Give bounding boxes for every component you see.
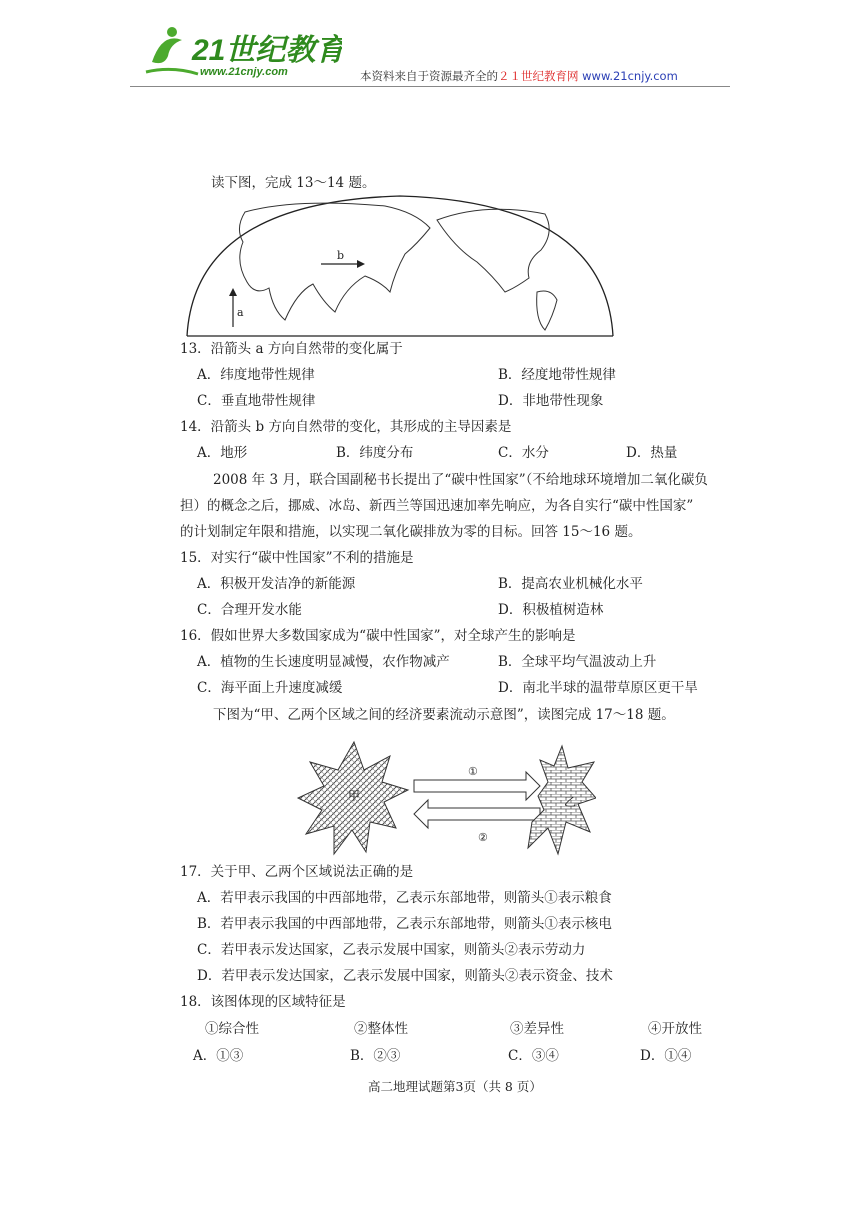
header-note-url[interactable]: www.21cnjy.com <box>582 69 678 83</box>
passage-line-1: 2008 年 3 月，联合国副秘书长提出了“碳中性国家”（不给地球环境增加二氧化碳负 <box>213 472 708 488</box>
q17-stem: 17．关于甲、乙两个区域说法正确的是 <box>180 864 414 880</box>
region-yi-label: 乙 <box>564 795 577 809</box>
page-footer: 高二地理试题第3页（共 8 页） <box>368 1079 542 1094</box>
q18-option-c: C．③④ <box>508 1048 559 1064</box>
q17-option-d: D．若甲表示发达国家，乙表示发展中国家，则箭头②表示资金、技术 <box>197 968 613 984</box>
q17-option-c: C．若甲表示发达国家，乙表示发展中国家，则箭头②表示劳动力 <box>197 942 586 958</box>
q18-option-a: A．①③ <box>193 1048 244 1064</box>
q18-item-2: ②整体性 <box>354 1021 408 1037</box>
flow-intro: 下图为“甲、乙两个区域之间的经济要素流动示意图”，读图完成 17～18 题。 <box>213 707 675 723</box>
q15-option-b: B．提高农业机械化水平 <box>498 576 643 592</box>
flow-diagram <box>296 740 596 858</box>
q14-option-a: A．地形 <box>197 445 248 461</box>
q15-option-c: C．合理开发水能 <box>197 602 302 618</box>
q16-stem: 16．假如世界大多数国家成为“碳中性国家”，对全球产生的影响是 <box>180 628 576 644</box>
logo-text: 21世纪教育 <box>192 34 342 67</box>
q14-stem: 14．沿箭头 b 方向自然带的变化，其形成的主导因素是 <box>180 419 512 435</box>
q16-option-d: D．南北半球的温带草原区更干旱 <box>498 680 698 696</box>
q15-option-a: A．积极开发洁净的新能源 <box>197 576 356 592</box>
site-logo <box>142 22 342 80</box>
q18-option-b: B．②③ <box>350 1048 401 1064</box>
logo-url: www.21cnjy.com <box>200 66 288 78</box>
q14-option-b: B．纬度分布 <box>336 445 414 461</box>
header-note <box>360 68 678 84</box>
q16-option-c: C．海平面上升速度减缓 <box>197 680 343 696</box>
q18-item-4: ④开放性 <box>648 1021 702 1037</box>
q18-stem: 18．该图体现的区域特征是 <box>180 994 346 1010</box>
arrow-a-label: a <box>237 306 244 319</box>
header-divider <box>130 86 730 87</box>
header-note-prefix: 本资料来自于资源最齐全的 <box>360 69 498 83</box>
q17-option-b: B．若甲表示我国的中西部地带，乙表示东部地带，则箭头①表示核电 <box>197 916 612 932</box>
header-note-brand: ２１世纪教育网 <box>498 69 579 83</box>
q13-stem: 13．沿箭头 a 方向自然带的变化属于 <box>180 341 403 357</box>
q14-option-c: C．水分 <box>498 445 549 461</box>
q14-option-d: D．热量 <box>626 445 678 461</box>
q18-item-3: ③差异性 <box>510 1021 564 1037</box>
passage-line-2: 担）的概念之后，挪威、冰岛、新西兰等国迅速加率先响应，为各自实行“碳中性国家” <box>180 498 694 514</box>
q13-option-c: C．垂直地带性规律 <box>197 393 316 409</box>
q16-option-b: B．全球平均气温波动上升 <box>498 654 657 670</box>
q16-option-a: A．植物的生长速度明显减慢，农作物减产 <box>197 654 450 670</box>
arrow-2-label: ② <box>478 831 488 844</box>
q18-option-d: D．①④ <box>640 1048 692 1064</box>
q13-option-a: A．纬度地带性规律 <box>197 367 315 383</box>
q17-option-a: A．若甲表示我国的中西部地带，乙表示东部地带，则箭头①表示粮食 <box>197 890 612 906</box>
q18-item-1: ①综合性 <box>205 1021 259 1037</box>
region-jia-label: 甲 <box>348 789 361 803</box>
q15-stem: 15．对实行“碳中性国家”不利的措施是 <box>180 550 414 566</box>
q15-option-d: D．积极植树造林 <box>498 602 604 618</box>
q13-option-b: B．经度地带性规律 <box>498 367 616 383</box>
arrow-1-label: ① <box>468 765 478 778</box>
arrow-b-label: b <box>337 249 345 262</box>
q13-option-d: D．非地带性现象 <box>498 393 604 409</box>
world-map <box>185 192 615 338</box>
map-intro: 读下图，完成 13～14 题。 <box>211 175 376 191</box>
passage-line-3: 的计划制定年限和措施，以实现二氧化碳排放为零的目标。回答 15～16 题。 <box>180 524 642 540</box>
